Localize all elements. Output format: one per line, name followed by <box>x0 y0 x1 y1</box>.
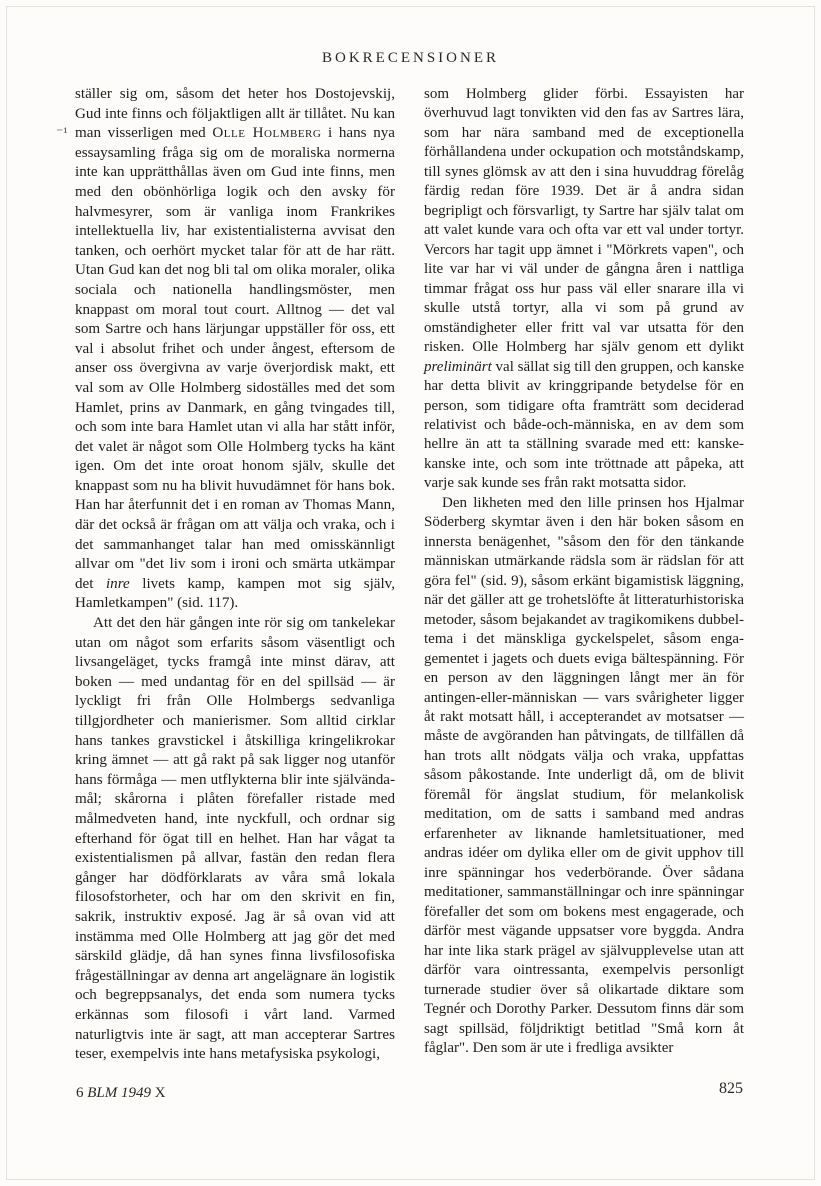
page-number: 825 <box>719 1080 743 1097</box>
right-p1-text-b: val sällat sig till den gruppen, och kanske har detta blivit av kringgripande betydelse för en person, som tidigare ofta framträtt som deciderad relativist och både-och-människa, en av dem som hellre än att ta ställning svarade med ett: kanske-kanske inte, och som inte tröttnade att påpeka, att varje sak kunde ses från rakt motsatta sidor. <box>424 358 744 492</box>
left-column <box>75 85 395 1065</box>
left-p1-text-a: ställer sig om, såsom det heter hos Dostojevskij, Gud inte finns och följaktligen allt är tillåtet. Nu kan man visserligen med <box>75 86 395 142</box>
left-p1-text-b: i hans nya essaysamling fråga sig om de moraliska normerna inte kan upprätthållas även om Gud inte finns, men med den obönhörliga logik och den avsky för halvmesyrer, som är vanliga inom Frankrikes intellektuella liv, har existentialisterna avvisat den tanken, och oerhört mycket talar för att de har rätt. Utan Gud kan det nog bli tal om olika moraler, olika sociala och nationella handlingsmöster, men knappast om moral tout court. Alltnog — det val som Sartre och hans lärjungar uppställer för oss, ett val i absolut frihet och under ångest, eftersom de anser oss övergivna av varje överjordisk makt, ett val som av Olle Holmberg sidoställes med det som Hamlet, prins av Danmark, en gång tvingades till, och som inte bara Hamlet utan vi alla har stått inför, det valet är något som Olle Holmberg tycks ha känt igen. Om det inte oroat honom själv, skulle det knappast som nu ha blivit huvudämnet för hans bok. Han har återfunnit det i en roman av Thomas Mann, där det också är frågan om att välja och vraka, och i det sammanhanget talar han med omisskännligt allvar om "det liv som i ironi och smärta utkämpar det <box>75 125 396 592</box>
issue-roman: X <box>154 1085 166 1101</box>
left-p1-italic: inre <box>105 575 130 592</box>
issue-info <box>76 1085 166 1102</box>
left-paragraph-2: Att det den här gången inte rör sig om tankelekar utan om något som erfarits såsom väsentligt och livsangeläget, tycks framgå inte minst därav, att boken — med undantag för en del spillsäd — är lyckligt fri från Olle Holmbergs sedvanliga tillgjordheter och manierismer. Som alltid cirklar hans tankes gravstickel i åtskilliga kringelikrokar kring ämnet — att gå rakt på sak ligger nog utanför hans förmåga — men utflykterna blir inte självändamål; skårorna i plåten förefaller ristade med målmedveten hand, inte nyckfull, och ordnar sig efterhand för ögat till en helhet. Han har vågat ta existentialismen på allvar, fastän den redan flera gånger har dödförklarats av våra små lokala filosofstorheter, och har om den skrivit en fin, sakrik, instruktiv exposé. Jag är så ovan vid att instämma med Olle Holmberg att jag gör det med särskild glädje, då han synes finna livsfilosofiska frågeställningar av denna art angelägnare än logistik och begreppsanalys, det enda som numera tycks erkännas som filosofi i vårt land. Varmed naturligtvis inte är sagt, att man accepterar Sartres teser, exempelvis inte hans metafysiska psykologi, <box>75 615 395 1063</box>
running-head: BOKRECENSIONER <box>321 50 499 66</box>
left-p1-text-c: livets kamp, kampen mot sig själv, Hamletkampen" (sid. 117). <box>75 575 396 612</box>
margin-mark: ⁻¹ <box>56 126 68 141</box>
right-paragraph-1 <box>424 85 744 494</box>
right-p1-italic: preliminärt <box>424 358 492 375</box>
right-p1-text-a: som Holmberg glider förbi. Essayisten har överhuvud lagt tonvikten vid den fas av Sartres lära, som har nära samband med de exceptionella förhållandena under ockupation och motståndskamp, till synes glömsk av att den i sina huvuddrag förelåg färdig redan före 1939. Det är å andra sidan begripligt och försvarligt, ty Sartre har själv talat om att valet kunde vara och ofta var ett val under tortyr. Vercors har tagit upp ämnet i "Mörkrets vapen", och lite var har vi väl under de gångna åren i nattliga timmar frågat oss hur pass väl eller snarare illa vi skulle utstå tortyr, alla vi som på grund av omständigheter eller fritt val var utsatta för den risken. Olle Holmberg har själv genom ett dylikt <box>424 86 744 356</box>
journal-year: BLM 1949 <box>87 1085 151 1101</box>
right-paragraph-2: Den likheten med den lille prinsen hos Hjalmar Söderberg skymtar även i den här boken såsom en innersta benägenhet, "såsom den för den tänkande människan utmärkande rädsla som är rädslan för att göra fel" (sid. 9), såsom erkänt bigamistisk läggning, när det gäller att ge trohetslöfte åt litteraturhistoriska metoder, såsom bejakandet av tragikomikens dubbeltema i det mänskliga gyckelspelet, såsom engagementet i jagets och duets eviga bältespänning. För en person av den läggningen långt mer än för antingen-eller-människan — vars svårigheter ligger åt rakt motsatt håll, i accepterandet av motsatser — måste de avgöranden han påtvingats, de tillfällen då han trots allt nödgats välja och vraka, uppfattas såsom påkostande. Inte underligt då, om de blivit föremål för ängslat studium, för melankolisk meditation, om de satts i samband med andras erfarenheter av liknande hamletsituationer, med andras idéer om dylika eller om de givit upphov till inre spänningar hos vederbörande. Över sådana meditationer, sammanställningar och inre spänningar förefaller det som om bokens mest engagerade, och därför mest vägande uppsatser vore byggda. Andra har inte lika stark prägel av självupplevelse utan att därför vara ointressanta, exempelvis personligt turnerade studier över så olikartade diktare som Tegnér och Dorothy Parker. Dessutom finns där som sagt spillsäd, följdriktigt betitlad "Små korn åt fåglar". Den som är ute i fredliga avsikter <box>424 494 744 1056</box>
author-name: Olle Holmberg <box>212 125 322 142</box>
left-paragraph-1 <box>75 85 395 614</box>
issue-number: 6 <box>76 1085 84 1101</box>
right-column <box>424 85 744 1058</box>
